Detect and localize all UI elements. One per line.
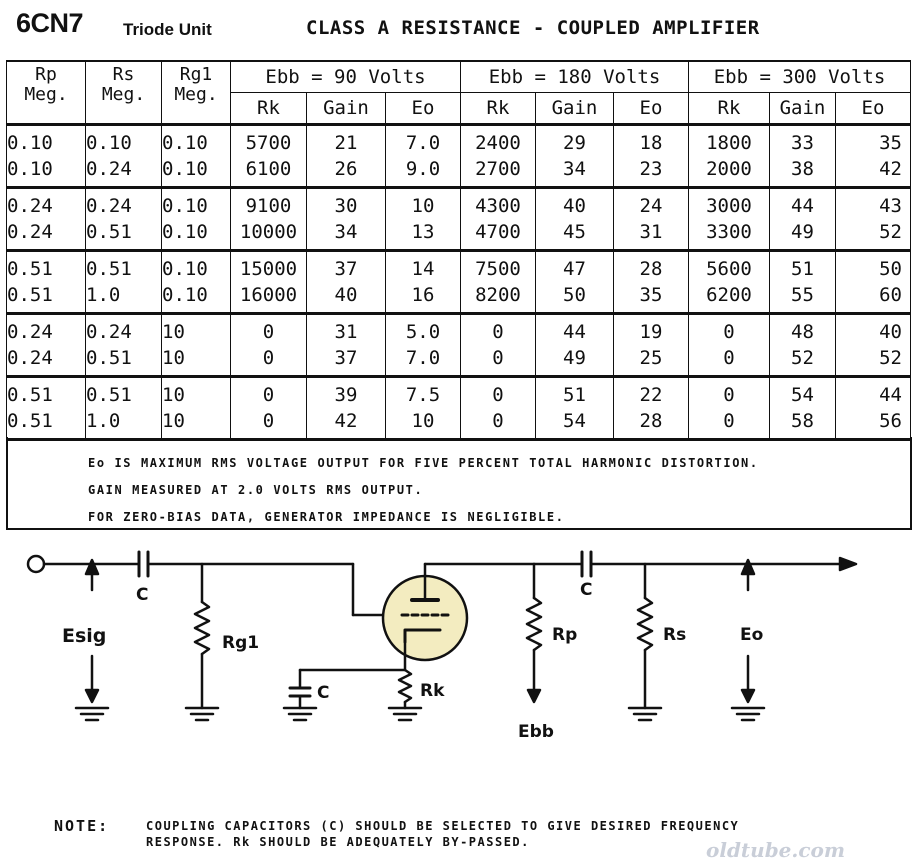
cell-value: 5600 — [706, 258, 752, 280]
table-cell — [162, 251, 231, 314]
cell-value: 0.51 — [86, 258, 132, 280]
cell-value: 28 — [639, 410, 663, 432]
rk-header: Rk — [461, 93, 536, 125]
cell-value: 1800 — [706, 132, 752, 154]
ground-symbol — [284, 708, 316, 720]
cell-value: 6200 — [706, 284, 752, 306]
cell-value: 3300 — [706, 221, 752, 243]
cell-value: 44 — [879, 384, 902, 406]
rk-header: Rk — [231, 93, 307, 125]
table-cell — [7, 314, 86, 377]
input-capacitor-label: C — [136, 585, 149, 605]
table-row — [7, 377, 911, 440]
cell-value: 40 — [334, 284, 358, 306]
table-cell — [162, 188, 231, 251]
cell-value: 52 — [791, 347, 814, 369]
cell-value: 10 — [411, 410, 435, 432]
table-cell — [836, 314, 911, 377]
cell-value: 35 — [639, 284, 663, 306]
cell-value: 16000 — [239, 284, 298, 306]
cell-value: 0 — [723, 321, 735, 343]
eo-header: Eo — [386, 93, 461, 125]
cell-value: 0.10 — [162, 132, 208, 154]
cell-value: 0.10 — [86, 132, 132, 154]
cell-value: 52 — [879, 347, 902, 369]
cell-value: 0 — [262, 410, 275, 432]
table-cell — [536, 188, 614, 251]
cell-value: 31 — [639, 221, 663, 243]
cell-value: 44 — [791, 195, 814, 217]
cell-value: 2000 — [706, 158, 752, 180]
cell-value: 1.0 — [86, 284, 121, 306]
table-cell — [386, 125, 461, 188]
cell-value: 0 — [262, 347, 275, 369]
cell-value: 0 — [262, 384, 275, 406]
ebb-180-header: Ebb = 180 Volts — [461, 61, 689, 93]
cell-value: 44 — [563, 321, 586, 343]
cell-value: 51 — [791, 258, 814, 280]
notes-box — [6, 437, 912, 530]
table-cell — [86, 377, 162, 440]
cell-value: 0.10 — [162, 258, 208, 280]
cell-value: 38 — [791, 158, 814, 180]
cell-value: 35 — [879, 132, 902, 154]
cell-value: 29 — [563, 132, 586, 154]
table-cell — [307, 125, 386, 188]
rg1-header-unit: Meg. — [174, 84, 218, 105]
rs-header-unit: Meg. — [101, 84, 146, 105]
cell-value: 5700 — [245, 132, 292, 154]
eo-label: Eo — [740, 625, 764, 645]
table-cell — [461, 125, 536, 188]
table-cell — [536, 125, 614, 188]
table-body — [7, 125, 911, 440]
gain-header: Gain — [536, 93, 614, 125]
cell-value: 34 — [334, 221, 358, 243]
esig-label: Esig — [62, 625, 107, 647]
note-line: FOR ZERO-BIAS DATA, GENERATOR IMPEDANCE IS NEGLIGIBLE. — [88, 510, 565, 524]
cell-value: 10 — [411, 195, 435, 217]
note-line: RESPONSE. Rk SHOULD BE ADEQUATELY BY-PASSED. — [146, 835, 530, 849]
table-cell — [770, 251, 836, 314]
cell-value: 0 — [262, 321, 275, 343]
table-row — [7, 125, 911, 188]
ebb-arrow — [528, 690, 540, 702]
table-cell — [689, 377, 770, 440]
table-cell — [614, 188, 689, 251]
gain-header: Gain — [307, 93, 386, 125]
table-cell — [7, 251, 86, 314]
bypass-capacitor-label: C — [317, 683, 330, 703]
table-cell — [461, 251, 536, 314]
output-arrow — [840, 558, 856, 570]
cell-value: 2400 — [475, 132, 521, 154]
table-row — [7, 251, 911, 314]
cell-value: 3000 — [706, 195, 752, 217]
unit-label: Triode Unit — [123, 20, 212, 39]
rs-label: Rs — [663, 625, 687, 645]
cell-value: 21 — [334, 132, 358, 154]
rk-header: Rk — [689, 93, 770, 125]
table-cell — [836, 377, 911, 440]
group-header-row — [7, 61, 911, 93]
note-line: Eo IS MAXIMUM RMS VOLTAGE OUTPUT FOR FIVE PERCENT TOTAL HARMONIC DISTORTION. — [88, 456, 759, 470]
cell-value: 9.0 — [405, 158, 441, 180]
cell-value: 0.24 — [7, 321, 53, 343]
cell-value: 58 — [791, 410, 814, 432]
rg1-resistor — [195, 602, 209, 654]
cell-value: 50 — [563, 284, 586, 306]
cell-value: 16 — [411, 284, 435, 306]
ground-symbol — [76, 708, 108, 720]
table-cell — [307, 377, 386, 440]
table-cell — [461, 188, 536, 251]
table-cell — [770, 188, 836, 251]
cell-value: 0.10 — [162, 221, 208, 243]
cell-value: 6100 — [245, 158, 292, 180]
rs-header-label: Rs — [112, 64, 135, 85]
cell-value: 54 — [563, 410, 586, 432]
table-cell — [536, 314, 614, 377]
cell-value: 28 — [639, 258, 663, 280]
table-cell — [536, 377, 614, 440]
cell-value: 0.10 — [162, 195, 208, 217]
cell-value: 0.10 — [7, 132, 53, 154]
table-cell — [836, 251, 911, 314]
table-cell — [386, 251, 461, 314]
table-cell — [461, 377, 536, 440]
cell-value: 0 — [492, 410, 504, 432]
table-cell — [86, 314, 162, 377]
cell-value: 0.24 — [86, 321, 132, 343]
cell-value: 2700 — [475, 158, 521, 180]
table-cell — [770, 377, 836, 440]
ebb-label: Ebb — [518, 722, 554, 742]
cell-value: 55 — [791, 284, 814, 306]
rk-resistor — [399, 670, 411, 702]
cell-value: 10 — [162, 410, 185, 432]
table-cell — [689, 188, 770, 251]
cell-value: 15000 — [239, 258, 298, 280]
cell-value: 43 — [879, 195, 902, 217]
cell-value: 0.51 — [7, 384, 53, 406]
cell-value: 23 — [639, 158, 663, 180]
ebb-90-header: Ebb = 90 Volts — [231, 61, 461, 93]
cell-value: 45 — [563, 221, 586, 243]
table-cell — [231, 188, 307, 251]
table-cell — [307, 251, 386, 314]
table-cell — [7, 377, 86, 440]
cell-value: 18 — [639, 132, 663, 154]
cell-value: 0 — [492, 347, 504, 369]
cell-value: 31 — [334, 321, 358, 343]
ground-symbol — [186, 708, 218, 720]
table-cell — [86, 251, 162, 314]
cell-value: 7500 — [475, 258, 521, 280]
cell-value: 10 — [162, 321, 185, 343]
cell-value: 0.51 — [7, 258, 53, 280]
rk-label: Rk — [420, 681, 445, 701]
note-label: NOTE: — [54, 817, 110, 835]
table-cell — [86, 125, 162, 188]
cell-value: 0.10 — [7, 158, 53, 180]
table-cell — [162, 125, 231, 188]
table-cell — [689, 251, 770, 314]
eo-header: Eo — [836, 93, 911, 125]
rp-resistor — [527, 598, 541, 650]
cell-value: 0 — [723, 410, 735, 432]
tube-type: 6CN7 — [16, 8, 84, 38]
input-terminal — [28, 556, 44, 572]
cell-value: 0.51 — [7, 284, 53, 306]
cell-value: 49 — [563, 347, 586, 369]
table-cell — [689, 125, 770, 188]
cell-value: 4300 — [475, 195, 521, 217]
cell-value: 0.51 — [86, 221, 132, 243]
output-capacitor-label: C — [580, 580, 593, 600]
table-cell — [461, 314, 536, 377]
cell-value: 0 — [492, 384, 504, 406]
cell-value: 14 — [411, 258, 435, 280]
cell-value: 1.0 — [86, 410, 121, 432]
rp-header — [7, 61, 86, 125]
eo-header: Eo — [614, 93, 689, 125]
cell-value: 0.51 — [86, 384, 132, 406]
rg1-label: Rg1 — [222, 633, 260, 653]
cell-value: 7.0 — [405, 132, 441, 154]
cell-value: 39 — [334, 384, 358, 406]
cell-value: 30 — [334, 195, 358, 217]
cell-value: 50 — [879, 258, 902, 280]
table-cell — [307, 314, 386, 377]
cell-value: 19 — [639, 321, 663, 343]
cell-value: 42 — [334, 410, 358, 432]
ground-symbol — [389, 708, 421, 720]
table-cell — [307, 188, 386, 251]
cell-value: 25 — [639, 347, 663, 369]
cell-value: 0 — [492, 321, 504, 343]
table-cell — [614, 377, 689, 440]
cell-value: 0.51 — [7, 410, 53, 432]
table-cell — [614, 125, 689, 188]
page-header — [16, 8, 906, 48]
cell-value: 47 — [563, 258, 586, 280]
cell-value: 7.0 — [405, 347, 441, 369]
cell-value: 24 — [639, 195, 663, 217]
rg1-header — [162, 61, 231, 125]
table-cell — [231, 251, 307, 314]
watermark: oldtube.com — [706, 838, 846, 862]
cell-value: 60 — [879, 284, 902, 306]
cell-value: 7.5 — [405, 384, 441, 406]
cell-value: 9100 — [245, 195, 292, 217]
cell-value: 10000 — [239, 221, 298, 243]
cell-value: 34 — [563, 158, 586, 180]
cell-value: 0 — [723, 384, 735, 406]
rs-resistor — [638, 598, 652, 650]
cell-value: 13 — [411, 221, 435, 243]
table-cell — [386, 188, 461, 251]
cell-value: 8200 — [475, 284, 521, 306]
rg1-header-label: Rg1 — [179, 64, 213, 85]
table-cell — [162, 314, 231, 377]
cell-value: 5.0 — [405, 321, 441, 343]
cell-value: 22 — [639, 384, 663, 406]
table-cell — [162, 377, 231, 440]
cell-value: 40 — [879, 321, 902, 343]
table-cell — [386, 314, 461, 377]
table-cell — [770, 125, 836, 188]
table-cell — [836, 125, 911, 188]
cell-value: 4700 — [475, 221, 521, 243]
table-cell — [86, 188, 162, 251]
cell-value: 51 — [563, 384, 586, 406]
cell-value: 0.51 — [86, 347, 132, 369]
cell-value: 10 — [162, 347, 185, 369]
table-cell — [614, 314, 689, 377]
cell-value: 40 — [563, 195, 586, 217]
rp-header-unit: Meg. — [24, 84, 68, 105]
ebb-300-header: Ebb = 300 Volts — [689, 61, 911, 93]
cell-value: 0.24 — [7, 195, 53, 217]
ground-symbol — [732, 708, 764, 720]
table-row — [7, 188, 911, 251]
table-cell — [614, 251, 689, 314]
table-row — [7, 314, 911, 377]
gain-header: Gain — [770, 93, 836, 125]
table-cell — [231, 314, 307, 377]
table-cell — [536, 251, 614, 314]
cell-value: 0 — [723, 347, 735, 369]
cell-value: 0.10 — [162, 284, 208, 306]
ground-symbol — [629, 708, 661, 720]
table-cell — [689, 314, 770, 377]
table-cell — [231, 125, 307, 188]
table-cell — [386, 377, 461, 440]
note-line: COUPLING CAPACITORS (C) SHOULD BE SELECTED TO GIVE DESIRED FREQUENCY — [146, 819, 740, 833]
circuit-diagram — [0, 530, 918, 760]
cell-value: 0.24 — [7, 347, 53, 369]
cell-value: 42 — [879, 158, 902, 180]
cell-value: 0.24 — [86, 158, 132, 180]
cell-value: 37 — [334, 347, 358, 369]
table-cell — [7, 188, 86, 251]
table-cell — [770, 314, 836, 377]
rp-header-label: Rp — [35, 64, 57, 85]
cell-value: 48 — [791, 321, 814, 343]
rs-header — [86, 61, 162, 125]
data-table — [6, 60, 911, 441]
cell-value: 52 — [879, 221, 902, 243]
cell-value: 56 — [879, 410, 902, 432]
note-line: GAIN MEASURED AT 2.0 VOLTS RMS OUTPUT. — [88, 483, 424, 497]
table-cell — [7, 125, 86, 188]
cell-value: 33 — [791, 132, 814, 154]
cell-value: 49 — [791, 221, 814, 243]
cell-value: 0.24 — [7, 221, 53, 243]
page-title: CLASS A RESISTANCE - COUPLED AMPLIFIER — [306, 17, 760, 39]
cell-value: 0.24 — [86, 195, 132, 217]
cell-value: 37 — [334, 258, 358, 280]
cell-value: 10 — [162, 384, 185, 406]
table-cell — [231, 377, 307, 440]
cell-value: 26 — [334, 158, 358, 180]
cell-value: 54 — [791, 384, 814, 406]
cell-value: 0.10 — [162, 158, 208, 180]
rp-label: Rp — [552, 625, 578, 645]
table-cell — [836, 188, 911, 251]
